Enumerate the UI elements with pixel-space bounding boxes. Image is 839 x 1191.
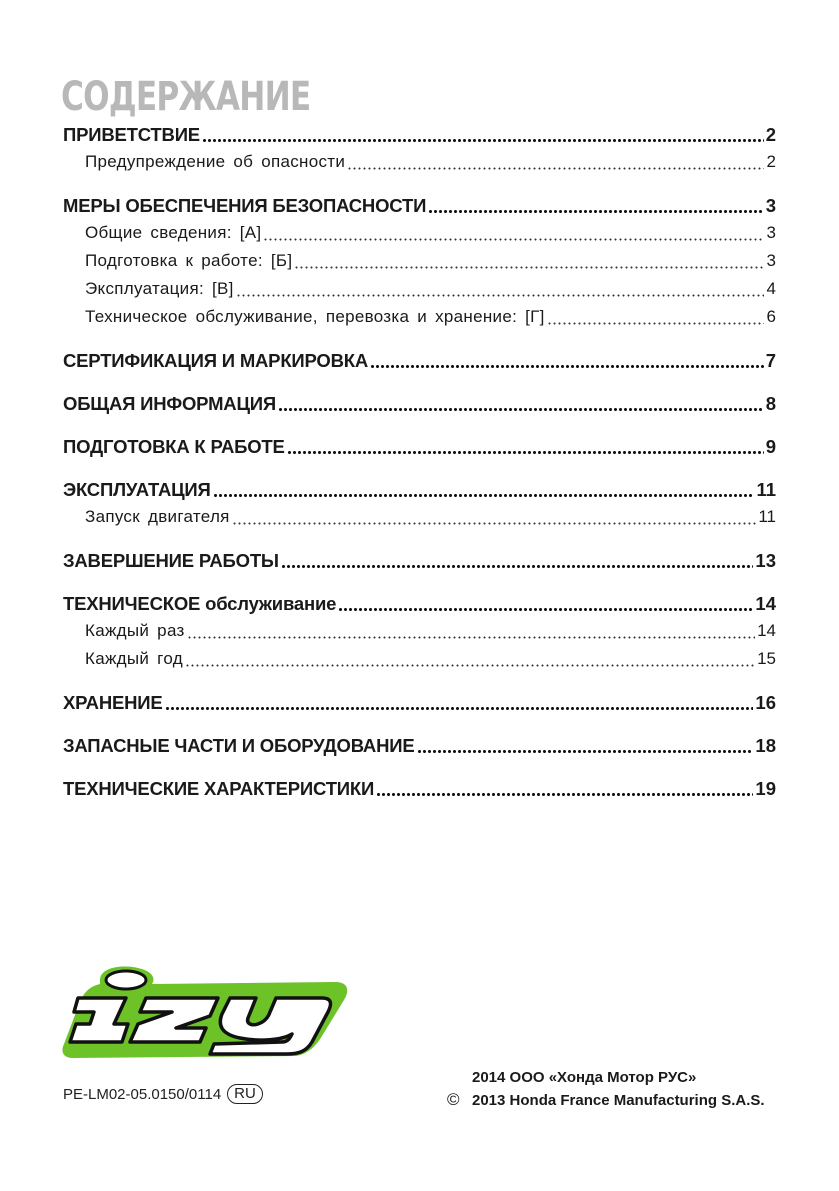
copyright-line-russian: 2014 ООО «Хонда Мотор РУС» bbox=[472, 1069, 697, 1086]
dot-leader bbox=[263, 238, 764, 241]
toc-entry-safety[interactable] bbox=[63, 195, 776, 219]
toc-page-number: 4 bbox=[766, 279, 776, 298]
dot-leader bbox=[287, 451, 764, 454]
dot-leader bbox=[428, 210, 764, 213]
toc-page-number: 14 bbox=[755, 593, 776, 614]
toc-page-number: 9 bbox=[765, 436, 776, 457]
dot-leader bbox=[278, 408, 764, 411]
toc-entry-label: ПРИВЕТСТВИЕ bbox=[63, 124, 200, 145]
toc-entry-operation-v[interactable] bbox=[63, 279, 776, 303]
toc-page-number: 11 bbox=[756, 479, 776, 500]
toc-page-number: 18 bbox=[755, 735, 776, 756]
toc-entry-every-year[interactable] bbox=[63, 649, 776, 673]
dot-leader bbox=[213, 494, 755, 497]
toc-page-number: 8 bbox=[765, 393, 776, 414]
toc-page-number: 14 bbox=[757, 621, 776, 640]
toc-entry-label: ПОДГОТОВКА К РАБОТЕ bbox=[63, 436, 285, 457]
toc-entry-specifications[interactable] bbox=[63, 778, 776, 802]
toc-page-number: 2 bbox=[765, 124, 776, 145]
toc-page-number: 15 bbox=[757, 649, 776, 668]
dot-leader bbox=[202, 139, 764, 142]
toc-entry-label: Техническое обслуживание, перевозка и хранение: [Г] bbox=[85, 307, 545, 326]
toc-page-number: 19 bbox=[755, 778, 776, 799]
copyright-line-honda-text: 2013 Honda France Manufacturing S.A.S. bbox=[472, 1092, 765, 1109]
toc-entry-general-information[interactable] bbox=[63, 393, 776, 417]
dot-leader bbox=[185, 664, 755, 667]
toc-entry-label: ХРАНЕНИЕ bbox=[63, 692, 163, 713]
toc-entry-general-info-a[interactable] bbox=[63, 223, 776, 247]
toc-entry-finishing-work[interactable] bbox=[63, 550, 776, 574]
dot-leader bbox=[417, 750, 754, 753]
dot-leader bbox=[294, 266, 764, 269]
toc-entry-label: СЕРТИФИКАЦИЯ И МАРКИРОВКА bbox=[63, 350, 369, 371]
toc-page-number: 13 bbox=[755, 550, 776, 571]
toc-entry-label: Эксплуатация: [В] bbox=[85, 279, 234, 298]
toc-entry-engine-start[interactable] bbox=[63, 507, 776, 531]
toc-entry-label: Запуск двигателя bbox=[85, 507, 230, 526]
toc-entry-label: Каждый год bbox=[85, 649, 183, 668]
toc-page-number: 2 bbox=[766, 152, 776, 171]
toc-entry-label: Общие сведения: [А] bbox=[85, 223, 262, 242]
dot-leader bbox=[547, 322, 764, 325]
toc-entry-certification[interactable] bbox=[63, 350, 776, 374]
toc-entry-label: ЗАПАСНЫЕ ЧАСТИ И ОБОРУДОВАНИЕ bbox=[63, 735, 415, 756]
toc-page-number: 11 bbox=[758, 507, 776, 526]
toc-entry-preparation[interactable] bbox=[63, 436, 776, 460]
dot-leader bbox=[281, 565, 754, 568]
toc-entry-label: ТЕХНИЧЕСКОЕ обслуживание bbox=[63, 593, 337, 614]
dot-leader bbox=[236, 294, 764, 297]
toc-entry-hazard-warning[interactable] bbox=[63, 152, 776, 176]
copyright-block bbox=[447, 1067, 765, 1112]
document-code-text: PE-LM02-05.0150/0114 bbox=[63, 1085, 222, 1103]
toc-entry-spare-parts[interactable] bbox=[63, 735, 776, 759]
toc-entry-label: Каждый раз bbox=[85, 621, 185, 640]
dot-leader bbox=[370, 365, 764, 368]
toc-entry-label: Подготовка к работе: [Б] bbox=[85, 251, 293, 270]
toc-entry-storage[interactable] bbox=[63, 692, 776, 716]
dot-leader bbox=[232, 522, 757, 525]
toc-entry-label: Предупреждение об опасности bbox=[85, 152, 346, 171]
toc-entry-maintenance-g[interactable] bbox=[63, 307, 776, 331]
toc-entry-greeting[interactable] bbox=[63, 124, 776, 148]
toc-entry-label: ТЕХНИЧЕСКИЕ ХАРАКТЕРИСТИКИ bbox=[63, 778, 375, 799]
dot-leader bbox=[165, 707, 754, 710]
izy-logo-icon bbox=[60, 962, 350, 1062]
toc-entry-label: МЕРЫ ОБЕСПЕЧЕНИЯ БЕЗОПАСНОСТИ bbox=[63, 195, 427, 216]
language-badge: RU bbox=[227, 1084, 263, 1104]
toc-entry-label: ЗАВЕРШЕНИЕ РАБОТЫ bbox=[63, 550, 279, 571]
toc-page-number: 7 bbox=[765, 350, 776, 371]
toc-entry-preparation-b[interactable] bbox=[63, 251, 776, 275]
toc-entry-maintenance[interactable] bbox=[63, 593, 776, 617]
dot-leader bbox=[347, 167, 764, 170]
toc-page-number: 16 bbox=[755, 692, 776, 713]
toc-page-number: 3 bbox=[765, 195, 776, 216]
page-title: СОДЕРЖАНИЕ bbox=[61, 73, 311, 120]
toc-entry-label: ЭКСПЛУАТАЦИЯ bbox=[63, 479, 211, 500]
dot-leader bbox=[187, 636, 755, 639]
toc-entry-operation[interactable] bbox=[63, 479, 776, 503]
toc-page-number: 3 bbox=[766, 251, 776, 270]
dot-leader bbox=[338, 608, 753, 611]
toc-entry-every-time[interactable] bbox=[63, 621, 776, 645]
dot-leader bbox=[376, 793, 753, 796]
document-code bbox=[63, 1084, 263, 1104]
copyright-line-honda bbox=[447, 1089, 765, 1112]
toc-page-number: 3 bbox=[766, 223, 776, 242]
toc-page-number: 6 bbox=[766, 307, 776, 326]
toc-entry-label: ОБЩАЯ ИНФОРМАЦИЯ bbox=[63, 393, 276, 414]
copyright-icon: © bbox=[447, 1090, 460, 1109]
